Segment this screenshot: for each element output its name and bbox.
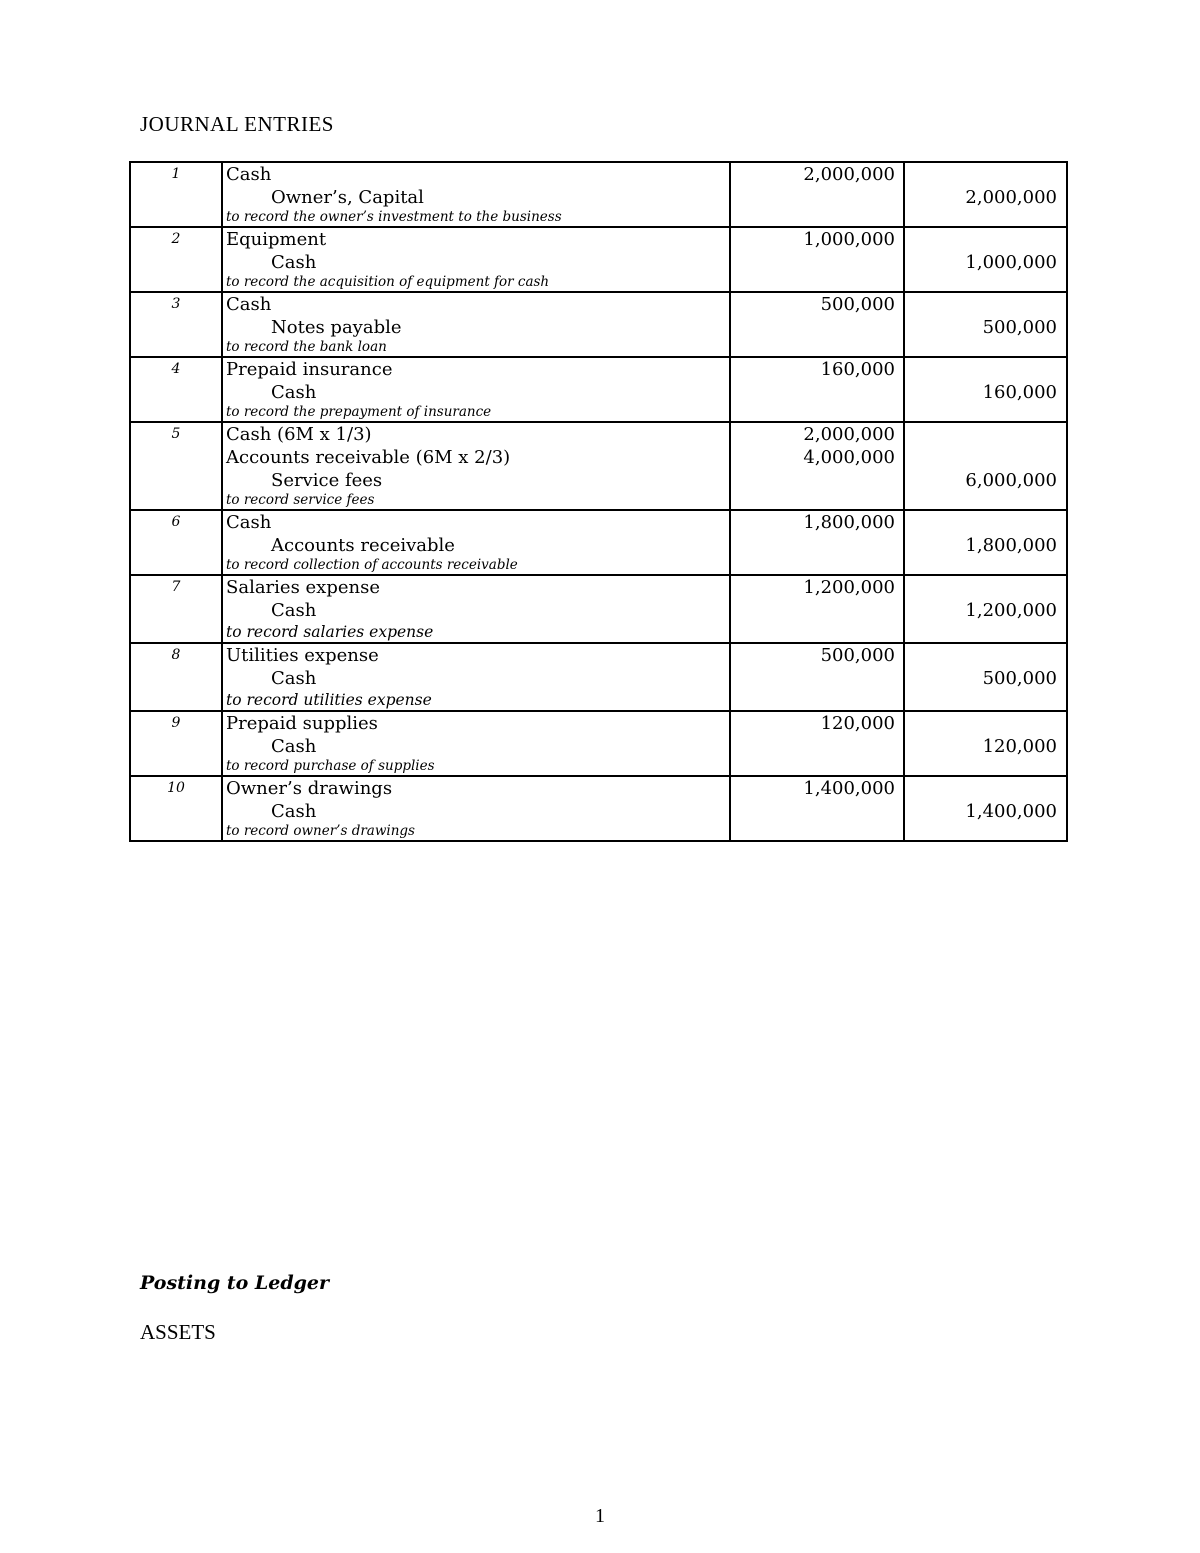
debit-account-name: Equipment: [226, 229, 327, 250]
credit-account-name: Cash: [271, 801, 317, 822]
credit-amount: [905, 163, 1057, 186]
credit-account-name: Cash: [271, 668, 317, 689]
credit-account-name: Owner’s, Capital: [271, 187, 424, 208]
entry-credit-cell: [904, 292, 1067, 357]
entry-debit-cell: [730, 643, 904, 711]
entry-explanation: to record collection of accounts receivable: [226, 557, 518, 573]
debit-amount: [731, 800, 895, 823]
entry-debit-cell: [730, 510, 904, 575]
debit-account-name: Accounts receivable (6M x 2/3): [226, 447, 511, 468]
entry-number: 5: [130, 422, 222, 510]
entry-accounts-cell: [222, 357, 730, 422]
entry-explanation: to record salaries expense: [226, 623, 434, 641]
credit-amount: [905, 777, 1057, 800]
entry-credit-cell: [904, 357, 1067, 422]
debit-account-name: Cash (6M x 1/3): [226, 424, 372, 445]
entry-explanation: to record service fees: [226, 492, 375, 508]
journal-table-body: [130, 162, 1067, 841]
credit-account-name: Accounts receivable: [271, 535, 455, 556]
debit-amount: [731, 667, 895, 690]
entry-explanation: to record the acquisition of equipment for cash: [226, 274, 550, 290]
credit-amount: [905, 228, 1057, 251]
credit-amount: 2,000,000: [965, 187, 1057, 208]
entry-accounts-cell: [222, 292, 730, 357]
entry-debit-cell: [730, 575, 904, 643]
entry-accounts-cell: [222, 162, 730, 227]
debit-amount: [731, 316, 895, 339]
entry-credit-cell: [904, 575, 1067, 643]
credit-amount: [905, 712, 1057, 735]
debit-amount: [731, 534, 895, 557]
journal-entry-row: [130, 711, 1067, 776]
entry-explanation: to record the owner’s investment to the business: [226, 209, 562, 225]
entry-number: 9: [130, 711, 222, 776]
entry-credit-cell: [904, 162, 1067, 227]
journal-entry-row: [130, 292, 1067, 357]
entry-debit-cell: [730, 422, 904, 510]
debit-amount: 2,000,000: [803, 164, 895, 185]
entry-number: 6: [130, 510, 222, 575]
entry-debit-cell: [730, 227, 904, 292]
entry-explanation: to record purchase of supplies: [226, 758, 435, 774]
debit-account-name: Prepaid supplies: [226, 713, 378, 734]
entry-credit-cell: [904, 643, 1067, 711]
debit-amount: 500,000: [820, 294, 895, 315]
credit-amount: 160,000: [982, 382, 1057, 403]
credit-amount: [905, 423, 1057, 446]
debit-amount: 1,000,000: [803, 229, 895, 250]
entry-credit-cell: [904, 227, 1067, 292]
credit-amount: 500,000: [982, 317, 1057, 338]
journal-entry-row: [130, 227, 1067, 292]
credit-amount: 1,000,000: [965, 252, 1057, 273]
entry-debit-cell: [730, 162, 904, 227]
page-heading: JOURNAL ENTRIES: [140, 112, 334, 136]
credit-amount: 6,000,000: [965, 470, 1057, 491]
credit-amount: [905, 358, 1057, 381]
entry-explanation: to record the prepayment of insurance: [226, 404, 492, 420]
debit-account-name: Cash: [226, 512, 272, 533]
entry-accounts-cell: [222, 575, 730, 643]
debit-amount: 1,200,000: [803, 577, 895, 598]
credit-amount: [905, 576, 1057, 599]
credit-account-name: Cash: [271, 252, 317, 273]
credit-amount: 1,400,000: [965, 801, 1057, 822]
entry-credit-cell: [904, 510, 1067, 575]
credit-amount: [905, 644, 1057, 667]
debit-amount: 2,000,000: [803, 424, 895, 445]
credit-account-name: Cash: [271, 600, 317, 621]
debit-account-name: Cash: [226, 164, 272, 185]
debit-amount: [731, 599, 895, 622]
credit-amount: 120,000: [982, 736, 1057, 757]
credit-amount: [905, 511, 1057, 534]
entry-explanation: to record the bank loan: [226, 339, 387, 355]
debit-amount: [731, 186, 895, 209]
debit-amount: [731, 469, 895, 492]
debit-amount: [731, 735, 895, 758]
credit-account-name: Cash: [271, 382, 317, 403]
entry-accounts-cell: [222, 776, 730, 841]
section-subtitle: ASSETS: [140, 1320, 216, 1344]
credit-amount: 1,200,000: [965, 600, 1057, 621]
entry-explanation: to record utilities expense: [226, 691, 432, 709]
entry-accounts-cell: [222, 510, 730, 575]
debit-amount: 1,800,000: [803, 512, 895, 533]
debit-amount: 1,400,000: [803, 778, 895, 799]
entry-debit-cell: [730, 711, 904, 776]
journal-entry-row: [130, 422, 1067, 510]
debit-amount: 160,000: [820, 359, 895, 380]
credit-amount: 500,000: [982, 668, 1057, 689]
journal-table: [129, 161, 1068, 842]
section-title: Posting to Ledger: [140, 1272, 330, 1294]
entry-number: 8: [130, 643, 222, 711]
debit-account-name: Prepaid insurance: [226, 359, 393, 380]
credit-amount: [905, 446, 1057, 469]
entry-accounts-cell: [222, 227, 730, 292]
entry-number: 10: [130, 776, 222, 841]
journal-entry-row: [130, 162, 1067, 227]
debit-amount: 4,000,000: [803, 447, 895, 468]
debit-amount: 120,000: [820, 713, 895, 734]
credit-account-name: Notes payable: [271, 317, 402, 338]
entry-number: 3: [130, 292, 222, 357]
entry-debit-cell: [730, 292, 904, 357]
debit-amount: [731, 251, 895, 274]
entry-credit-cell: [904, 776, 1067, 841]
journal-entry-row: [130, 575, 1067, 643]
entry-number: 1: [130, 162, 222, 227]
credit-amount: 1,800,000: [965, 535, 1057, 556]
journal-entry-row: [130, 510, 1067, 575]
entry-explanation: to record owner’s drawings: [226, 823, 415, 839]
entry-credit-cell: [904, 422, 1067, 510]
journal-entry-row: [130, 643, 1067, 711]
debit-account-name: Owner’s drawings: [226, 778, 393, 799]
entry-accounts-cell: [222, 643, 730, 711]
credit-amount: [905, 293, 1057, 316]
entry-debit-cell: [730, 357, 904, 422]
entry-number: 2: [130, 227, 222, 292]
debit-account-name: Salaries expense: [226, 577, 380, 598]
entry-number: 7: [130, 575, 222, 643]
entry-accounts-cell: [222, 422, 730, 510]
journal-entry-row: [130, 776, 1067, 841]
entry-debit-cell: [730, 776, 904, 841]
debit-amount: 500,000: [820, 645, 895, 666]
entry-credit-cell: [904, 711, 1067, 776]
credit-account-name: Service fees: [271, 470, 383, 491]
page-number: 1: [595, 1505, 605, 1527]
debit-account-name: Utilities expense: [226, 645, 379, 666]
entry-accounts-cell: [222, 711, 730, 776]
debit-account-name: Cash: [226, 294, 272, 315]
debit-amount: [731, 381, 895, 404]
credit-account-name: Cash: [271, 736, 317, 757]
entry-number: 4: [130, 357, 222, 422]
journal-entry-row: [130, 357, 1067, 422]
